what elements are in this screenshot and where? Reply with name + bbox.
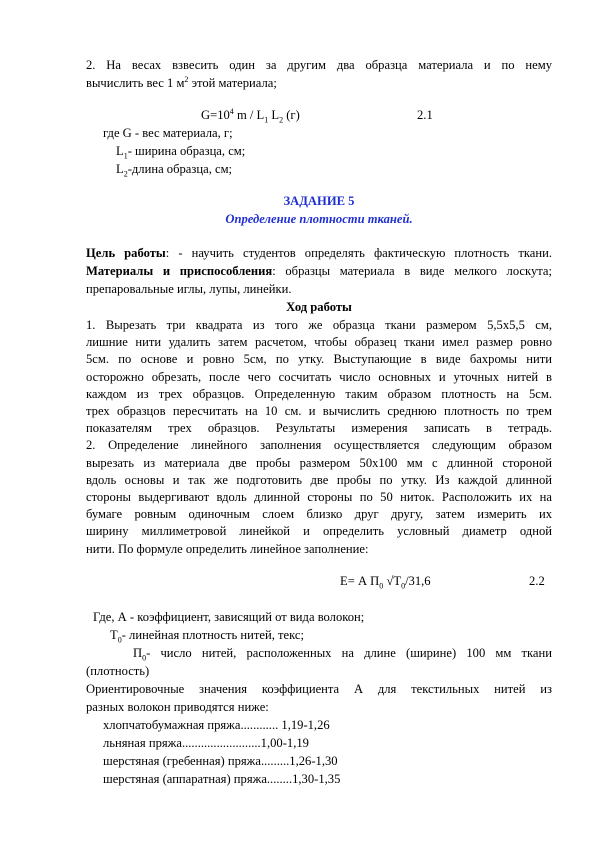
text-span: - число нитей, расположенных на длине (ширине) 100 мм ткани — [146, 646, 552, 660]
formula-part: L — [268, 108, 280, 122]
subscript: 2 — [123, 169, 128, 179]
coef-intro: Ориентировочные значения коэффициента А для текстильных нитей из — [86, 682, 552, 696]
subscript: 0 — [142, 653, 147, 663]
subscript: 2 — [279, 115, 284, 125]
formula-number: 2.2 — [529, 574, 545, 588]
paragraph-line: осторожно обрезать, после чего сосчитать число основных и уточных нитей в — [86, 369, 552, 384]
definition-line — [116, 161, 582, 177]
definition-line: где G - вес материала, г; — [103, 126, 233, 140]
definition-line: Где, А - коэффициент, зависящий от вида волокон; — [93, 610, 365, 624]
subscript: 1 — [264, 115, 269, 125]
materials-line: препаровальные иглы, лупы, линейки. — [86, 282, 292, 296]
formula-part: (г) — [283, 108, 300, 122]
formula-part: E= А П — [340, 574, 380, 588]
paragraph-line: стороны выдергивают вдоль длинной стороны по 50 ниток. Расположить их на — [86, 490, 552, 504]
formula-part: m / L — [233, 108, 265, 122]
formula-number: 2.1 — [417, 108, 433, 122]
paragraph-line: показателям трех образцов. Результаты измерения записать в тетрадь. — [86, 421, 552, 436]
text-span: T — [110, 628, 118, 642]
paragraph-line: нити. По формуле определить линейное заполнение: — [86, 542, 369, 556]
definition-line — [110, 627, 576, 643]
list-item: хлопчатобумажная пряжа............ 1,19-1,26 — [103, 718, 330, 732]
text-span: П — [133, 646, 143, 660]
goal-label: Цель работы — [86, 246, 166, 260]
list-item: льняная пряжа.........................1,00-1,19 — [103, 736, 309, 750]
paragraph-line — [86, 75, 552, 91]
text-span: - ширина образца, см; — [127, 144, 246, 158]
task-subtitle: Определение плотности тканей. — [225, 212, 413, 226]
subscript: 0 — [401, 581, 406, 591]
formula-part: /31,6 — [405, 574, 431, 588]
subscript: 0 — [379, 581, 384, 591]
paragraph-line: бумаге ровным одиночным слоем близко друг другу, затем измерить их — [86, 507, 552, 522]
goal-text: : - научить студентов определять фактическую плотность ткани. — [165, 246, 552, 260]
paragraph-line: 5см. по основе и ровно 5см, по утку. Выступающие в виде бахромы нити — [86, 352, 552, 367]
paragraph-line: лишние нити удалить затем расчетом, чтобы образец ткани имел размер ровно — [86, 335, 552, 350]
paragraph-line: каждом из трех образцов. Определенную таким образом плотность на 5см. — [86, 386, 552, 401]
formula-part: √T — [383, 574, 402, 588]
materials-text: : образцы материала в виде мелкого лоскута; — [272, 264, 553, 278]
text-span: вычислить вес 1 м — [86, 76, 185, 90]
paragraph-line: ширину миллиметровой линейкой и определить условный диаметр одной — [86, 524, 552, 539]
subscript: 1 — [123, 151, 128, 161]
superscript: 2 — [184, 74, 189, 84]
coef-intro: разных волокон приводятся ниже: — [86, 700, 269, 714]
paragraph-line: трех образцов пересчитать на 10 см. и вычислить среднюю плотность по трем — [86, 404, 552, 418]
task-title: ЗАДАНИЕ 5 — [283, 194, 355, 208]
work-heading: Ход работы — [286, 300, 352, 314]
paragraph-line: вырезать из материала две пробы размером 50х100 мм с длинной стороной — [86, 455, 552, 470]
goal-line — [86, 245, 552, 261]
definition-line — [116, 143, 582, 159]
text-span: этой материала; — [188, 76, 277, 90]
materials-line — [86, 263, 552, 279]
list-item: шерстяная (гребенная) пряжа.........1,26-1,30 — [103, 754, 338, 768]
text-span: L — [116, 162, 124, 176]
paragraph-line: 2. На весах взвесить один за другим два образца материала и по нему — [86, 58, 552, 72]
definition-line: (плотность) — [86, 664, 150, 678]
text-span: -длина образца, см; — [127, 162, 233, 176]
list-item: шерстяная (аппаратная) пряжа........1,30-1,35 — [103, 772, 341, 786]
superscript: 4 — [229, 106, 234, 116]
definition-line — [133, 645, 552, 661]
materials-label: Материалы и приспособления — [86, 264, 273, 278]
formula-part: G=10 — [201, 108, 230, 122]
formula-2 — [340, 573, 431, 589]
subscript: 0 — [117, 635, 122, 645]
paragraph-line: 1. Вырезать три квадрата из того же образца ткани размером 5,5х5,5 см, — [86, 318, 552, 332]
paragraph-line: вдоль основы и так же подготовить две пробы по утку. Из каждой длинной — [86, 472, 552, 487]
text-span: - линейная плотность нитей, текс; — [121, 628, 304, 642]
text-span: L — [116, 144, 124, 158]
paragraph-line: 2. Определение линейного заполнения осуществляется следующим образом — [86, 438, 552, 453]
formula-1 — [201, 107, 300, 123]
